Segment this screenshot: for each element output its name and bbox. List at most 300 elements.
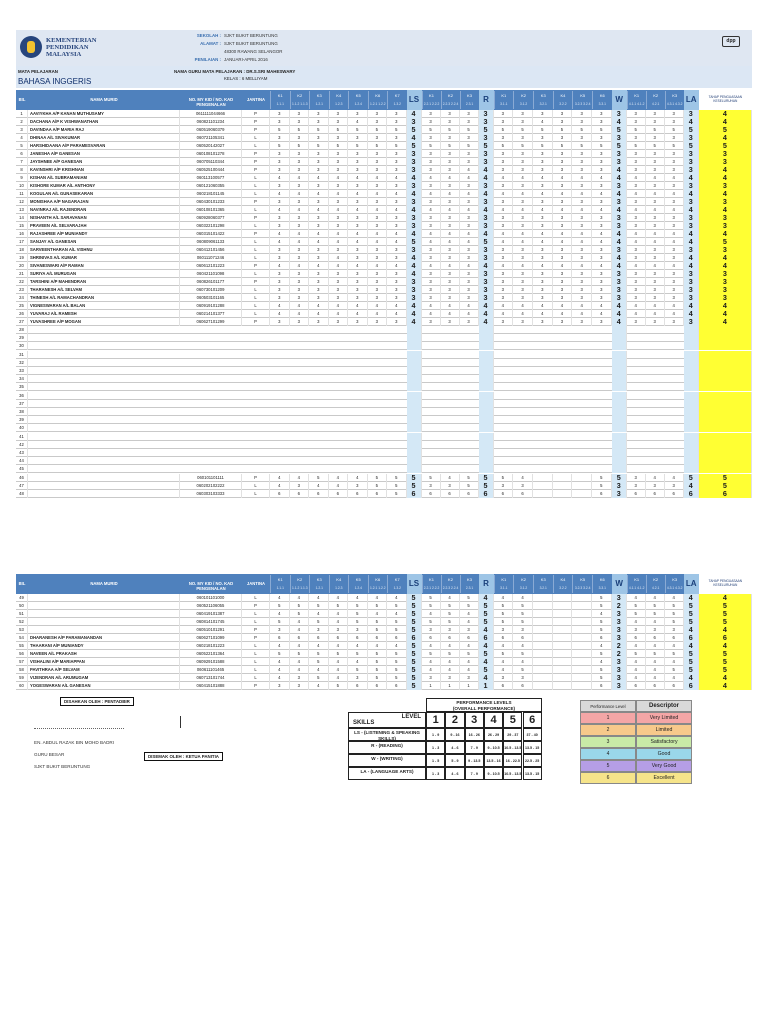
ls-score: 4 xyxy=(290,642,310,650)
la-score: 6 xyxy=(646,634,665,642)
r-score: 4 xyxy=(460,190,479,198)
overall-level: 3 xyxy=(699,286,752,294)
table-row-empty xyxy=(16,433,752,441)
la-level: 4 xyxy=(684,482,699,490)
ls-score: 4 xyxy=(329,474,349,482)
w-score: 5 xyxy=(513,618,533,626)
la-score: 3 xyxy=(627,166,646,174)
ls-level xyxy=(407,416,422,424)
w-score: 3 xyxy=(572,118,592,126)
student-name: NISHANTH A/L SARAVANAN xyxy=(28,214,180,222)
r-level: 5 xyxy=(479,482,494,490)
r-score: 5 xyxy=(422,142,441,150)
r-score: 3 xyxy=(441,674,460,682)
la-level xyxy=(684,375,699,383)
w-score: 5 xyxy=(533,126,553,134)
ls-score: 3 xyxy=(290,286,310,294)
ls-score: 6 xyxy=(368,490,388,498)
ls-score: 3 xyxy=(309,278,329,286)
row-number: 4 xyxy=(16,134,28,142)
la-score: 3 xyxy=(646,118,665,126)
ls-score: 6 xyxy=(387,682,407,690)
ls-score: 4 xyxy=(270,174,290,182)
w-score: 4 xyxy=(572,238,592,246)
la-score: 4 xyxy=(627,310,646,318)
overall-level: 5 xyxy=(699,142,752,150)
la-score: 3 xyxy=(646,214,665,222)
r-score: 3 xyxy=(460,246,479,254)
ls-score: 3 xyxy=(329,270,349,278)
la-level: 4 xyxy=(684,626,699,634)
w-score xyxy=(553,682,573,690)
r-score: 3 xyxy=(422,318,441,326)
ls-score: 3 xyxy=(387,294,407,302)
w-score: 4 xyxy=(494,174,514,182)
w-score: 3 xyxy=(513,134,533,142)
row-number: 14 xyxy=(16,214,28,222)
ls-score: 3 xyxy=(348,182,368,190)
w-level: 3 xyxy=(612,214,627,222)
ls-score: 3 xyxy=(348,294,368,302)
row-number: 24 xyxy=(16,294,28,302)
perf-range: 9 - 10.5 xyxy=(484,741,503,754)
student-gender: P xyxy=(242,634,270,642)
w-score xyxy=(572,650,592,658)
la-score: 3 xyxy=(627,626,646,634)
w-score: 3 xyxy=(572,198,592,206)
ls-score: 4 xyxy=(270,238,290,246)
r-score: 3 xyxy=(460,270,479,278)
overall-level: 4 xyxy=(699,166,752,174)
student-name: VIJENDRAN A/L ARUMUGAM xyxy=(28,674,180,682)
ls-score: 3 xyxy=(348,626,368,634)
la-level xyxy=(684,433,699,441)
ls-score: 3 xyxy=(368,150,388,158)
r-score: 6 xyxy=(441,490,460,498)
ls-score: 5 xyxy=(387,490,407,498)
ls-score: 3 xyxy=(368,158,388,166)
student-gender: L xyxy=(242,658,270,666)
table-row xyxy=(16,302,752,310)
r-score: 3 xyxy=(441,318,460,326)
table-row xyxy=(16,262,752,270)
ls-score: 3 xyxy=(368,166,388,174)
ls-score: 4 xyxy=(348,190,368,198)
student-name: KISHORE KUMAR A/L ANTHONY xyxy=(28,182,180,190)
w-score: 5 xyxy=(513,602,533,610)
ls-sub: 1.2.1 xyxy=(309,100,329,109)
perf-level-header xyxy=(348,712,426,728)
overall-level xyxy=(699,457,752,465)
r-score: 3 xyxy=(422,134,441,142)
w-score: 4 xyxy=(533,262,553,270)
student-gender: P xyxy=(242,214,270,222)
w-score xyxy=(572,682,592,690)
ls-score: 5 xyxy=(368,674,388,682)
r-score: 3 xyxy=(422,110,441,118)
la-score: 4 xyxy=(665,230,684,238)
la-score: 3 xyxy=(646,254,665,262)
ls-score: 3 xyxy=(348,270,368,278)
la-sub: 4.1.1 4.1.2 xyxy=(627,584,646,593)
table-row-empty xyxy=(16,326,752,334)
w-score xyxy=(572,674,592,682)
student-gender: L xyxy=(242,618,270,626)
student-gender: L xyxy=(242,270,270,278)
r-level xyxy=(479,342,494,350)
w-level xyxy=(612,359,627,367)
header-band xyxy=(16,30,752,66)
r-score: 4 xyxy=(422,174,441,182)
ls-score: 4 xyxy=(387,230,407,238)
la-score: 3 xyxy=(665,198,684,206)
col-bil-text: BIL xyxy=(18,97,26,102)
r-score: 5 xyxy=(441,126,460,134)
table-row xyxy=(16,666,752,674)
ls-score: 4 xyxy=(387,190,407,198)
w-score xyxy=(572,482,592,490)
ls-score: 5 xyxy=(309,618,329,626)
r-score: 3 xyxy=(460,110,479,118)
row-number: 15 xyxy=(16,222,28,230)
row-number: 38 xyxy=(16,408,28,416)
w-score: 4 xyxy=(553,190,573,198)
overall-level xyxy=(699,334,752,342)
student-id: 060928060377 xyxy=(180,214,242,222)
la-score: 4 xyxy=(665,658,684,666)
w-score xyxy=(572,602,592,610)
ls-score: 5 xyxy=(368,474,388,482)
r-score: 4 xyxy=(422,190,441,198)
ls-score: 4 xyxy=(290,262,310,270)
r-score: 4 xyxy=(441,474,460,482)
ls-score: 4 xyxy=(270,642,290,650)
r-score: 5 xyxy=(441,618,460,626)
w-score: 6 xyxy=(513,490,533,498)
ls-level: 4 xyxy=(407,302,422,310)
table-row xyxy=(16,150,752,158)
w-score: 4 xyxy=(533,310,553,318)
r-level: 4 xyxy=(479,318,494,326)
overall-level: 4 xyxy=(699,118,752,126)
w-score: 3 xyxy=(494,626,514,634)
ls-score: 3 xyxy=(309,182,329,190)
w-skill: K4 xyxy=(553,575,573,584)
overall-level xyxy=(699,408,752,416)
ls-score: 3 xyxy=(368,246,388,254)
student-id: 060503101165 xyxy=(180,294,242,302)
r-score: 4 xyxy=(441,594,460,602)
w-score: 3 xyxy=(513,254,533,262)
row-number: 31 xyxy=(16,351,28,359)
student-name: MONISHAA A/P NAGARAJAN xyxy=(28,198,180,206)
student-name: YOGESWARAN A/L GANESAN xyxy=(28,682,180,690)
ls-score: 5 xyxy=(309,126,329,134)
ls-score: 3 xyxy=(290,254,310,262)
la-score: 3 xyxy=(665,222,684,230)
ls-score: 3 xyxy=(368,286,388,294)
student-id: 060419101387 xyxy=(180,610,242,618)
w-level xyxy=(612,375,627,383)
perf-level-number: 4 xyxy=(484,712,503,728)
row-number: 21 xyxy=(16,270,28,278)
w-level: 4 xyxy=(612,238,627,246)
student-name xyxy=(28,602,180,610)
ls-score: 5 xyxy=(348,618,368,626)
ls-score: 3 xyxy=(368,278,388,286)
la-score: 4 xyxy=(665,474,684,482)
ls-score: 3 xyxy=(270,270,290,278)
ls-score: 4 xyxy=(270,302,290,310)
overall-level: 3 xyxy=(699,198,752,206)
ls-score: 3 xyxy=(270,110,290,118)
r-level: 3 xyxy=(479,254,494,262)
ls-level: 5 xyxy=(407,602,422,610)
ls-score: 4 xyxy=(329,666,349,674)
ls-score: 5 xyxy=(270,618,290,626)
w-skill: K5 xyxy=(572,575,592,584)
la-level: 4 xyxy=(684,118,699,126)
w-score: 3 xyxy=(572,182,592,190)
w-score: 3 xyxy=(513,166,533,174)
ls-score: 4 xyxy=(309,310,329,318)
subject-label: MATA PELAJARAN xyxy=(18,69,58,74)
w-score: 5 xyxy=(494,618,514,626)
la-skill: K1 xyxy=(627,575,646,584)
ls-score: 3 xyxy=(348,214,368,222)
ls-score: 5 xyxy=(309,142,329,150)
w-score: 4 xyxy=(494,310,514,318)
w-level: 4 xyxy=(612,190,627,198)
la-level: 4 xyxy=(684,230,699,238)
ls-skill: K7 xyxy=(387,91,407,100)
student-gender: L xyxy=(242,674,270,682)
w-score: 3 xyxy=(572,158,592,166)
r-score: 4 xyxy=(460,666,479,674)
w-skill: K2 xyxy=(513,575,533,584)
table-row xyxy=(16,134,752,142)
w-score: 3 xyxy=(592,254,612,262)
ls-score: 4 xyxy=(270,230,290,238)
w-score: 3 xyxy=(513,482,533,490)
ls-score: 4 xyxy=(329,674,349,682)
ls-level: 4 xyxy=(407,230,422,238)
row-number: 3 xyxy=(16,126,28,134)
row-number: 56 xyxy=(16,650,28,658)
ls-score: 4 xyxy=(309,302,329,310)
w-score: 3 xyxy=(513,294,533,302)
w-score: 5 xyxy=(592,126,612,134)
ls-score: 3 xyxy=(368,214,388,222)
ls-sub: 1.3.2 xyxy=(387,100,407,109)
w-score: 4 xyxy=(553,302,573,310)
ls-score: 5 xyxy=(387,650,407,658)
col-overall: TAHAP PENGUASAAN KESELURUHAN xyxy=(699,574,752,594)
ls-level: 4 xyxy=(407,254,422,262)
w-score: 3 xyxy=(494,246,514,254)
table-row xyxy=(16,286,752,294)
w-score: 3 xyxy=(572,294,592,302)
la-score: 3 xyxy=(646,294,665,302)
r-score: 4 xyxy=(460,238,479,246)
r-score: 3 xyxy=(422,214,441,222)
r-score: 5 xyxy=(460,142,479,150)
r-score: 3 xyxy=(422,166,441,174)
r-level: 4 xyxy=(479,642,494,650)
w-score: 3 xyxy=(533,254,553,262)
w-score: 4 xyxy=(592,174,612,182)
ls-score: 3 xyxy=(270,318,290,326)
student-id: 060218101145 xyxy=(180,190,242,198)
r-level: 5 xyxy=(479,126,494,134)
r-score: 3 xyxy=(422,294,441,302)
ls-score: 3 xyxy=(290,158,310,166)
student-gender: L xyxy=(242,610,270,618)
ls-score: 3 xyxy=(348,198,368,206)
student-id: 060826101177 xyxy=(180,278,242,286)
student-id: 060929101588 xyxy=(180,658,242,666)
signature-line xyxy=(34,728,124,729)
student-gender: P xyxy=(242,158,270,166)
w-sub: 3.3.1 xyxy=(592,100,612,109)
w-score xyxy=(533,634,553,642)
overall-level xyxy=(699,351,752,359)
r-score: 3 xyxy=(422,198,441,206)
ls-score: 5 xyxy=(290,126,310,134)
r-sub: 2.2.1 2.2.2 xyxy=(422,100,441,109)
w-level: 3 xyxy=(612,626,627,634)
ls-score: 3 xyxy=(309,254,329,262)
ls-score: 5 xyxy=(387,618,407,626)
la-score: 4 xyxy=(665,594,684,602)
w-level: 4 xyxy=(612,230,627,238)
r-score: 6 xyxy=(422,490,441,498)
w-score: 3 xyxy=(494,182,514,190)
row-number: 23 xyxy=(16,286,28,294)
w-score xyxy=(553,650,573,658)
row-number: 1 xyxy=(16,110,28,118)
w-score xyxy=(572,634,592,642)
student-name xyxy=(28,482,180,490)
w-score: 5 xyxy=(494,602,514,610)
r-skill: K3 xyxy=(460,91,479,100)
ls-score: 3 xyxy=(309,626,329,634)
w-score: 3 xyxy=(513,674,533,682)
la-level: 4 xyxy=(684,594,699,602)
ls-score: 4 xyxy=(329,174,349,182)
r-score: 4 xyxy=(460,310,479,318)
ls-score: 4 xyxy=(290,238,310,246)
la-score: 3 xyxy=(646,278,665,286)
student-gender: L xyxy=(242,142,270,150)
la-score: 5 xyxy=(627,142,646,150)
r-score: 3 xyxy=(441,246,460,254)
r-score: 3 xyxy=(460,294,479,302)
w-score: 3 xyxy=(533,246,553,254)
ls-score: 3 xyxy=(290,150,310,158)
w-score: 4 xyxy=(533,238,553,246)
perf-range: 7 - 9 xyxy=(465,767,484,780)
ls-score: 3 xyxy=(387,118,407,126)
la-score: 4 xyxy=(646,174,665,182)
student-name: DAVINDAA A/P MARIA RAJ xyxy=(28,126,180,134)
w-score: 5 xyxy=(513,666,533,674)
r-score: 5 xyxy=(422,650,441,658)
row-number: 39 xyxy=(16,416,28,424)
la-level-header: LA xyxy=(684,574,699,594)
w-score: 5 xyxy=(513,126,533,134)
la-score: 3 xyxy=(665,254,684,262)
ls-score: 5 xyxy=(368,650,388,658)
ls-score: 6 xyxy=(290,490,310,498)
ls-level: 3 xyxy=(407,198,422,206)
w-score xyxy=(553,658,573,666)
r-score: 3 xyxy=(441,286,460,294)
r-skill: K3 xyxy=(460,575,479,584)
ls-score: 3 xyxy=(387,134,407,142)
w-level: 3 xyxy=(612,246,627,254)
la-level xyxy=(684,441,699,449)
student-name: NAVEEN A/L PRAKASH xyxy=(28,650,180,658)
ls-skill: K5 xyxy=(348,575,368,584)
r-score: 3 xyxy=(441,134,460,142)
row-number: 58 xyxy=(16,666,28,674)
student-gender: P xyxy=(242,166,270,174)
w-score: 3 xyxy=(513,626,533,634)
r-level: 4 xyxy=(479,594,494,602)
r-score: 5 xyxy=(441,142,460,150)
la-level: 4 xyxy=(684,262,699,270)
w-score: 4 xyxy=(553,206,573,214)
ls-score: 3 xyxy=(309,134,329,142)
ls-score: 3 xyxy=(270,166,290,174)
r-level xyxy=(479,424,494,432)
w-score: 3 xyxy=(553,246,573,254)
w-level: 3 xyxy=(612,490,627,498)
ls-score: 4 xyxy=(368,642,388,650)
w-score: 3 xyxy=(592,286,612,294)
student-name: DACHANA A/P K VISHWANATHAN xyxy=(28,118,180,126)
la-score: 4 xyxy=(627,666,646,674)
la-level: 3 xyxy=(684,246,699,254)
w-score: 3 xyxy=(533,270,553,278)
w-score: 4 xyxy=(553,310,573,318)
r-score: 4 xyxy=(460,174,479,182)
ls-score: 3 xyxy=(290,214,310,222)
perf-level-number: 1 xyxy=(426,712,445,728)
ls-level: 5 xyxy=(407,126,422,134)
ls-level xyxy=(407,392,422,400)
w-score: 3 xyxy=(533,166,553,174)
w-score: 4 xyxy=(513,594,533,602)
w-level xyxy=(612,326,627,334)
la-score: 3 xyxy=(627,254,646,262)
perf-level-number: 5 xyxy=(503,712,522,728)
la-score: 4 xyxy=(665,174,684,182)
descriptor-level: 3 xyxy=(580,736,636,748)
la-score: 4 xyxy=(646,302,665,310)
ls-score: 4 xyxy=(348,174,368,182)
ls-score: 5 xyxy=(368,666,388,674)
student-name: SANJAY A/L GANESAN xyxy=(28,238,180,246)
overall-level: 5 xyxy=(699,610,752,618)
w-score: 5 xyxy=(592,474,612,482)
perf-range: 37 - 40 xyxy=(523,728,542,741)
student-id: 060705110344 xyxy=(180,158,242,166)
student-gender: L xyxy=(242,642,270,650)
w-level: 3 xyxy=(612,270,627,278)
ls-level: 3 xyxy=(407,294,422,302)
